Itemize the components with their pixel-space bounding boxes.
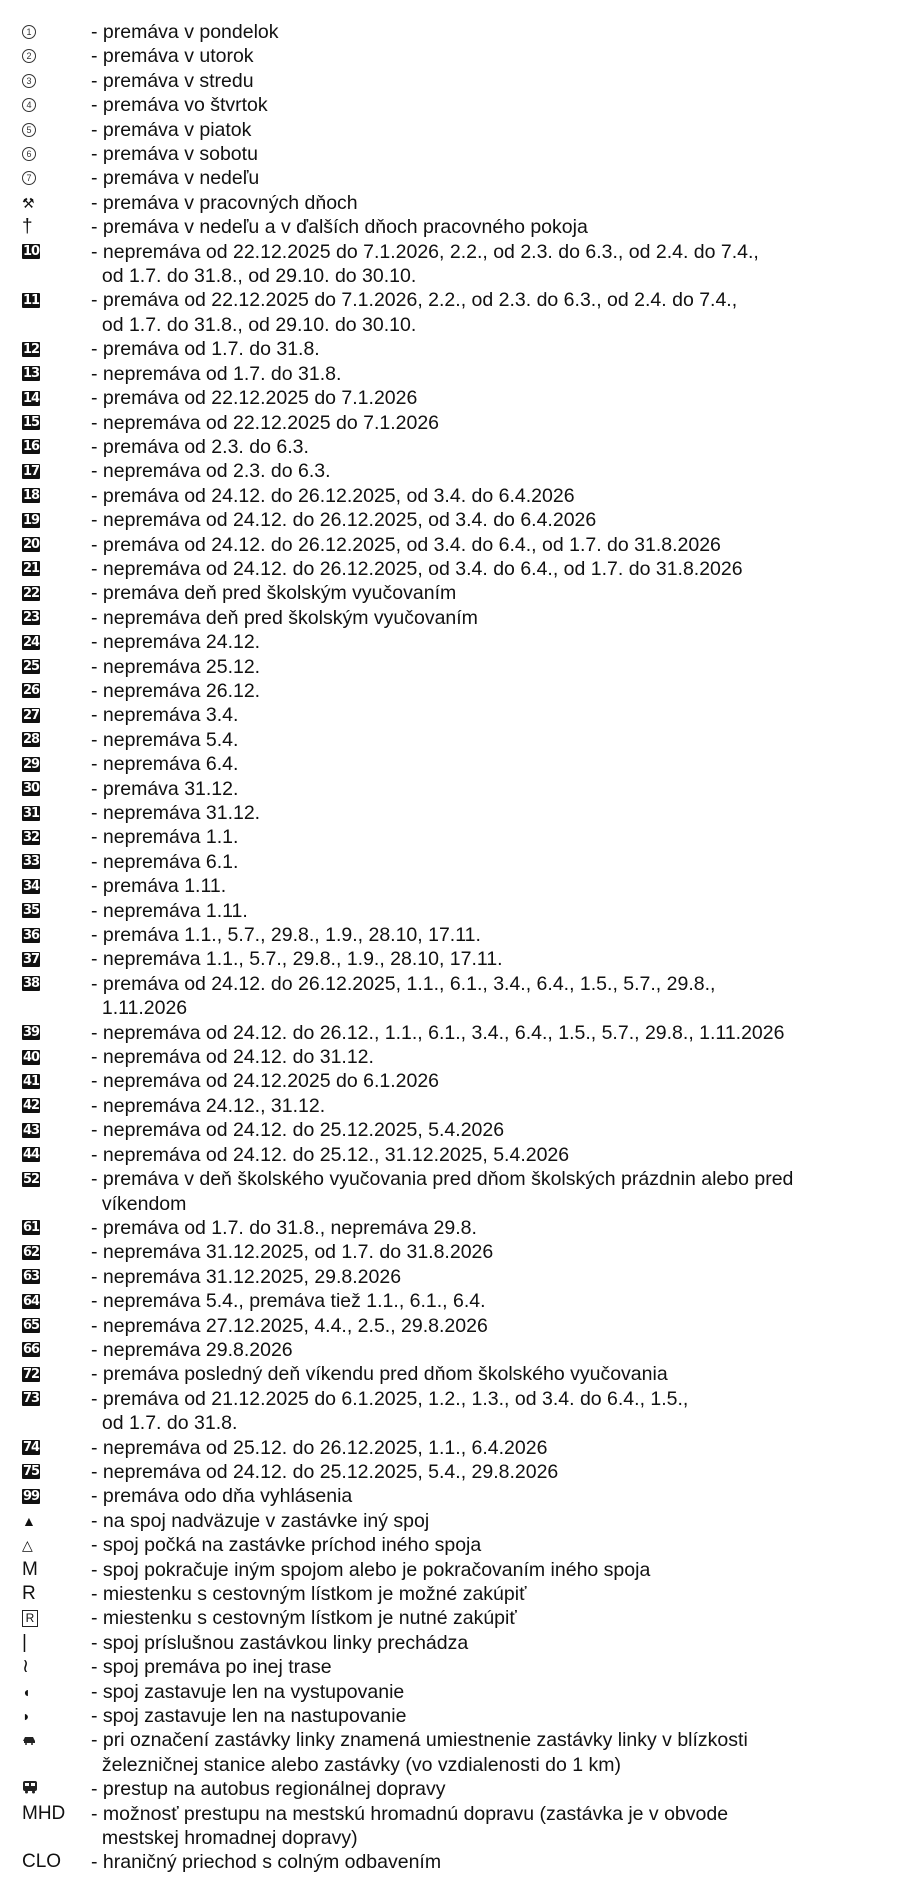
note-16-icon: 16 <box>23 439 40 455</box>
right-half-circle-icon: ◗ <box>22 1708 31 1725</box>
legend-description: - premáva 31.12. <box>91 777 239 800</box>
legend-symbol <box>22 1069 92 1093</box>
legend-row <box>0 69 900 93</box>
legend-row <box>0 362 900 386</box>
note-25-icon: 25 <box>23 659 40 675</box>
legend-symbol <box>22 1606 92 1630</box>
legend-row <box>0 1582 900 1606</box>
legend-row <box>0 435 900 459</box>
legend-symbol <box>22 1338 92 1362</box>
legend-row <box>0 1558 900 1582</box>
legend-symbol <box>22 1509 92 1533</box>
legend-row <box>0 923 900 947</box>
note-29-icon: 29 <box>23 756 40 772</box>
note-43-icon: 43 <box>23 1122 40 1138</box>
note-31-icon: 31 <box>23 805 40 821</box>
note-38-icon: 38 <box>23 976 40 992</box>
legend-row <box>0 1704 900 1728</box>
legend-symbol <box>22 459 92 483</box>
legend-symbol <box>22 850 92 874</box>
note-24-icon: 24 <box>23 634 40 650</box>
legend-symbol <box>22 630 92 654</box>
legend-description: - premáva od 22.12.2025 do 7.1.2026 <box>91 387 418 410</box>
legend-symbol <box>22 1436 92 1460</box>
note-19-icon: 19 <box>23 512 40 528</box>
note-62-icon: 62 <box>23 1244 40 1260</box>
legend-description: - premáva v sobotu <box>91 143 258 166</box>
note-52-icon: 52 <box>23 1171 40 1187</box>
note-21-icon: 21 <box>23 561 40 577</box>
legend-description: - nepremáva od 22.12.2025 do 7.1.2026, 2.2., od 2.3. do 6.3., od 2.4. do 7.4., od 1.7. do 31.8., od 29.10. do 30.10. <box>91 240 759 288</box>
legend-symbol <box>22 69 92 93</box>
legend-row <box>0 508 900 532</box>
legend-description: - nepremáva od 24.12. do 26.12.2025, od 3.4. do 6.4., od 1.7. do 31.8.2026 <box>91 557 743 580</box>
legend-symbol <box>22 44 92 68</box>
note-39-icon: 39 <box>23 1025 40 1041</box>
legend-row <box>0 1143 900 1167</box>
legend-row <box>0 899 900 923</box>
vertical-bar-icon: | <box>22 1631 27 1653</box>
legend-row <box>0 411 900 435</box>
mhd-label-icon: MHD <box>22 1802 66 1824</box>
legend-row <box>0 288 900 337</box>
legend-row <box>0 1533 900 1557</box>
legend-row <box>0 1680 900 1704</box>
legend-row <box>0 1484 900 1508</box>
legend-row <box>0 1118 900 1142</box>
legend-description: - nepremáva 31.12. <box>91 802 261 824</box>
legend-row <box>0 1289 900 1313</box>
legend-row <box>0 93 900 117</box>
note-61-icon: 61 <box>23 1220 40 1236</box>
legend-row <box>0 459 900 483</box>
note-11-icon: 11 <box>23 292 40 308</box>
bus-icon <box>22 1777 38 1801</box>
legend-description: - nepremáva od 25.12. do 26.12.2025, 1.1., 6.4.2026 <box>91 1436 548 1459</box>
legend-row <box>0 215 900 239</box>
legend-row <box>0 166 900 190</box>
legend-description: - na spoj nadväzuje v zastávke iný spoj <box>91 1509 430 1532</box>
legend-symbol <box>22 923 92 947</box>
legend-row <box>0 1240 900 1264</box>
left-half-circle-icon: ◖ <box>22 1683 31 1700</box>
legend-symbol <box>22 1167 92 1191</box>
legend-symbol <box>22 1118 92 1142</box>
legend-symbol <box>22 1582 92 1606</box>
legend-description: - premáva v piatok <box>91 118 252 141</box>
legend-symbol <box>22 728 92 752</box>
legend-description: - nepremáva 31.12.2025, od 1.7. do 31.8.2026 <box>91 1241 494 1264</box>
legend-symbol <box>22 1802 92 1826</box>
legend-symbol <box>22 972 92 996</box>
legend-row <box>0 240 900 289</box>
note-12-icon: 12 <box>23 341 40 357</box>
note-18-icon: 18 <box>23 488 40 504</box>
legend-description: - nepremáva od 24.12. do 26.12., 1.1., 6.1., 3.4., 6.4., 1.5., 5.7., 29.8., 1.11.2026 <box>91 1021 785 1044</box>
legend-row <box>0 557 900 581</box>
legend-description: - nepremáva deň pred školským vyučovaním <box>91 606 478 629</box>
r-letter-icon: R <box>22 1583 36 1604</box>
legend-description: - nepremáva 29.8.2026 <box>91 1338 293 1361</box>
legend-row <box>0 142 900 166</box>
legend-description: - spoj premáva po inej trase <box>91 1656 332 1679</box>
circled-5-icon: 5 <box>22 123 36 137</box>
legend-description: - premáva 1.11. <box>91 875 227 898</box>
legend-description: - nepremáva od 2.3. do 6.3. <box>91 460 331 483</box>
legend-symbol <box>22 142 92 166</box>
note-64-icon: 64 <box>23 1293 40 1309</box>
note-74-icon: 74 <box>23 1440 40 1456</box>
train-icon <box>22 1728 36 1752</box>
legend-row <box>0 1436 900 1460</box>
legend-row <box>0 801 900 825</box>
legend-symbol <box>22 1021 92 1045</box>
legend-row <box>0 1265 900 1289</box>
note-42-icon: 42 <box>23 1098 40 1114</box>
legend-row <box>0 1314 900 1338</box>
legend-row <box>0 1045 900 1069</box>
legend-description: - spoj zastavuje len na nastupovanie <box>91 1705 407 1728</box>
note-28-icon: 28 <box>23 732 40 748</box>
legend-description: - miestenku s cestovným lístkom je možné zakúpiť <box>91 1583 527 1605</box>
legend-symbol <box>22 801 92 825</box>
legend-description: - nepremáva od 24.12.2025 do 6.1.2026 <box>91 1070 440 1093</box>
legend-description: - nepremáva 3.4. <box>91 704 239 727</box>
legend-symbol <box>22 386 92 410</box>
legend-description: - nepremáva 24.12. <box>91 631 261 654</box>
legend-symbol <box>22 288 92 312</box>
note-27-icon: 27 <box>23 707 40 723</box>
legend-row <box>0 850 900 874</box>
note-14-icon: 14 <box>23 390 40 406</box>
legend-symbol <box>22 20 92 44</box>
legend-row <box>0 191 900 215</box>
circled-4-icon: 4 <box>22 98 36 112</box>
legend-description: - premáva od 2.3. do 6.3. <box>91 435 309 458</box>
legend-row <box>0 874 900 898</box>
legend-description: - nepremáva 6.4. <box>91 753 239 776</box>
legend-symbol <box>22 411 92 435</box>
legend-description: - spoj pokračuje iným spojom alebo je pokračovaním iného spoja <box>91 1558 651 1581</box>
note-63-icon: 63 <box>23 1269 40 1285</box>
legend-row <box>0 44 900 68</box>
legend-description: - premáva vo štvrtok <box>91 94 268 117</box>
legend-symbol <box>22 703 92 727</box>
legend-row <box>0 1387 900 1436</box>
note-32-icon: 32 <box>23 829 40 845</box>
legend-description: - pri označení zastávky linky znamená umiestnenie zastávky linky v blízkosti železničnej stanice alebo zastávky (vo vzdialenosti do 1 km) <box>91 1729 748 1776</box>
legend-description: - nepremáva 1.1. <box>91 826 239 849</box>
legend-row <box>0 1802 900 1851</box>
note-30-icon: 30 <box>23 781 40 797</box>
note-40-icon: 40 <box>23 1049 40 1065</box>
legend-description: - premáva od 24.12. do 26.12.2025, 1.1., 6.1., 3.4., 6.4., 1.5., 5.7., 29.8., 1.11.2026 <box>91 972 716 1020</box>
legend-symbol <box>22 215 92 239</box>
note-73-icon: 73 <box>23 1391 40 1407</box>
legend-description: - spoj počká na zastávke príchod iného spoja <box>91 1534 482 1557</box>
legend-symbol <box>22 655 92 679</box>
note-41-icon: 41 <box>23 1073 40 1089</box>
note-20-icon: 20 <box>23 537 40 553</box>
legend-symbol <box>22 362 92 386</box>
legend-row <box>0 1850 900 1874</box>
legend-description: - premáva v pracovných dňoch <box>91 191 358 214</box>
legend-symbol <box>22 533 92 557</box>
legend-description: - nepremáva od 24.12. do 31.12. <box>91 1046 374 1069</box>
note-22-icon: 22 <box>23 585 40 601</box>
legend-symbol <box>22 1655 92 1679</box>
legend-symbol <box>22 1314 92 1338</box>
note-26-icon: 26 <box>23 683 40 699</box>
legend-description: - premáva v stredu <box>91 69 254 92</box>
legend-row <box>0 118 900 142</box>
note-44-icon: 44 <box>23 1147 40 1163</box>
note-17-icon: 17 <box>23 463 40 479</box>
legend-symbol <box>22 777 92 801</box>
legend-description: - nepremáva od 22.12.2025 do 7.1.2026 <box>91 411 440 434</box>
note-66-icon: 66 <box>23 1342 40 1358</box>
legend-description: - nepremáva 1.11. <box>91 899 248 922</box>
legend-description: - premáva v pondelok <box>91 21 279 43</box>
note-13-icon: 13 <box>23 366 40 382</box>
legend-row <box>0 728 900 752</box>
legend-symbol <box>22 1631 92 1655</box>
legend-description: - premáva 1.1., 5.7., 29.8., 1.9., 28.10, 17.11. <box>91 924 481 947</box>
legend-description: - nepremáva 5.4., premáva tiež 1.1., 6.1., 6.4. <box>91 1290 486 1313</box>
legend-description: - miestenku s cestovným lístkom je nutné zakúpiť <box>91 1607 517 1630</box>
legend-description: - premáva v deň školského vyučovania pred dňom školských prázdnin alebo pred víkendom <box>91 1168 794 1215</box>
legend-row <box>0 947 900 971</box>
legend-symbol <box>22 1704 92 1728</box>
note-10-icon: 10 <box>23 244 40 260</box>
legend-description: - nepremáva od 24.12. do 26.12.2025, od 3.4. do 6.4.2026 <box>91 509 597 532</box>
legend-symbol <box>22 1362 92 1386</box>
hammers-icon: ⚒ <box>22 194 35 211</box>
legend-row <box>0 1021 900 1045</box>
legend-symbol <box>22 825 92 849</box>
legend-description: - nepremáva 27.12.2025, 4.4., 2.5., 29.8.2026 <box>91 1314 488 1337</box>
legend-row <box>0 1069 900 1093</box>
circled-1-icon: 1 <box>22 25 36 39</box>
legend-row <box>0 679 900 703</box>
legend-symbol <box>22 118 92 142</box>
legend-row <box>0 1167 900 1216</box>
legend-row <box>0 1094 900 1118</box>
legend-symbol <box>22 435 92 459</box>
note-34-icon: 34 <box>23 878 40 894</box>
legend-symbol <box>22 1558 92 1582</box>
legend-row <box>0 777 900 801</box>
legend-symbol <box>22 1484 92 1508</box>
legend-description: - nepremáva od 24.12. do 25.12., 31.12.2025, 5.4.2026 <box>91 1143 570 1166</box>
legend-row <box>0 1606 900 1630</box>
legend-description: - nepremáva od 24.12. do 25.12.2025, 5.4., 29.8.2026 <box>91 1460 559 1483</box>
legend-symbol <box>22 1387 92 1411</box>
legend-description: - premáva deň pred školským vyučovaním <box>91 582 457 605</box>
legend-symbol <box>22 1265 92 1289</box>
cross-icon: † <box>22 216 33 238</box>
legend-symbol <box>22 508 92 532</box>
legend-symbol <box>22 93 92 117</box>
legend-description: - nepremáva 6.1. <box>91 850 239 873</box>
legend-row <box>0 606 900 630</box>
legend-row <box>0 1362 900 1386</box>
legend-symbol <box>22 191 92 215</box>
legend-symbol <box>22 581 92 605</box>
legend-description: - premáva od 24.12. do 26.12.2025, od 3.4. do 6.4.2026 <box>91 484 575 507</box>
circled-7-icon: 7 <box>22 171 36 185</box>
boxed-r-icon: R <box>22 1610 38 1627</box>
legend-symbol <box>22 1533 92 1557</box>
legend-symbol <box>22 1045 92 1069</box>
legend-symbol <box>22 752 92 776</box>
note-65-icon: 65 <box>23 1318 40 1334</box>
legend-row <box>0 1338 900 1362</box>
note-35-icon: 35 <box>23 903 40 919</box>
note-75-icon: 75 <box>23 1464 40 1480</box>
m-letter-icon: M <box>22 1558 38 1580</box>
legend-symbol <box>22 947 92 971</box>
legend-row <box>0 484 900 508</box>
legend-symbol <box>22 1094 92 1118</box>
legend-symbol <box>22 166 92 190</box>
note-15-icon: 15 <box>23 415 40 430</box>
legend-description: - premáva odo dňa vyhlásenia <box>91 1485 353 1508</box>
legend-description: - hraničný priechod s colným odbavením <box>91 1851 442 1874</box>
legend-row <box>0 337 900 361</box>
legend-description: - nepremáva 5.4. <box>91 728 239 751</box>
legend-row <box>0 533 900 557</box>
legend-description: - premáva od 1.7. do 31.8., nepremáva 29.8. <box>91 1216 477 1239</box>
legend-description: - premáva od 22.12.2025 do 7.1.2026, 2.2., od 2.3. do 6.3., od 2.4. do 7.4., od 1.7. do 31.8., od 29.10. do 30.10. <box>91 289 738 336</box>
filled-triangle-icon: ▲ <box>22 1512 36 1529</box>
legend-symbol <box>22 1143 92 1167</box>
legend-description: - nepremáva od 24.12. do 25.12.2025, 5.4.2026 <box>91 1119 505 1142</box>
legend-description: - prestup na autobus regionálnej dopravy <box>91 1778 446 1801</box>
wavy-line-icon: ≀ <box>22 1656 30 1678</box>
legend-symbol <box>22 606 92 630</box>
legend-description: - nepremáva 31.12.2025, 29.8.2026 <box>91 1265 402 1288</box>
legend-row <box>0 1777 900 1801</box>
legend-row <box>0 1216 900 1240</box>
circled-6-icon: 6 <box>22 147 36 161</box>
legend-row <box>0 20 900 44</box>
legend-symbol <box>22 899 92 923</box>
legend-description: - spoj zastavuje len na vystupovanie <box>91 1680 405 1703</box>
legend-symbol <box>22 874 92 898</box>
legend-symbol <box>22 1240 92 1264</box>
legend-description: - spoj príslušnou zastávkou linky prechádza <box>91 1631 469 1654</box>
legend-description: - premáva posledný deň víkendu pred dňom školského vyučovania <box>91 1363 668 1386</box>
legend-description: - nepremáva 25.12. <box>91 655 261 678</box>
legend-symbol <box>22 1289 92 1313</box>
note-72-icon: 72 <box>23 1366 40 1382</box>
legend-description: - premáva od 21.12.2025 do 6.1.2025, 1.2., 1.3., od 3.4. do 6.4., 1.5., od 1.7. do 31.8. <box>91 1387 689 1435</box>
legend-symbol <box>22 1216 92 1240</box>
legend-symbol <box>22 1850 92 1874</box>
legend-description: - premáva v nedeľu a v ďalších dňoch pracovného pokoja <box>91 216 588 239</box>
legend-row <box>0 655 900 679</box>
note-36-icon: 36 <box>23 927 40 943</box>
legend-symbol <box>22 337 92 361</box>
legend-row <box>0 752 900 776</box>
legend-symbol <box>22 1460 92 1484</box>
legend-symbol <box>22 679 92 703</box>
legend-symbol <box>22 1777 92 1801</box>
legend-row <box>0 1460 900 1484</box>
legend-row <box>0 1655 900 1679</box>
legend-symbol <box>22 557 92 581</box>
legend-description: - nepremáva 24.12., 31.12. <box>91 1094 326 1117</box>
circled-2-icon: 2 <box>22 49 36 63</box>
legend-symbol <box>22 1680 92 1704</box>
note-33-icon: 33 <box>23 854 40 870</box>
legend-description: - premáva v utorok <box>91 45 254 68</box>
legend-row <box>0 1631 900 1655</box>
legend-row <box>0 1728 900 1777</box>
circled-3-icon: 3 <box>22 74 36 88</box>
legend-row <box>0 825 900 849</box>
legend-row <box>0 581 900 605</box>
clo-label-icon: CLO <box>22 1851 62 1873</box>
outline-triangle-icon: △ <box>22 1537 33 1554</box>
legend-symbol <box>22 1728 92 1752</box>
legend-description: - premáva v nedeľu <box>91 167 260 190</box>
legend-row <box>0 703 900 727</box>
legend-row <box>0 630 900 654</box>
legend-row <box>0 1509 900 1533</box>
legend-row <box>0 386 900 410</box>
legend-description: - premáva od 1.7. do 31.8. <box>91 338 320 361</box>
legend-symbol <box>22 484 92 508</box>
legend-description: - nepremáva od 1.7. do 31.8. <box>91 362 342 385</box>
legend-description: - možnosť prestupu na mestskú hromadnú dopravu (zastávka je v obvode mestskej hromadnej dopravy) <box>91 1802 729 1850</box>
note-99-icon: 99 <box>23 1488 40 1504</box>
note-37-icon: 37 <box>23 951 40 967</box>
note-23-icon: 23 <box>23 610 40 626</box>
legend-description: - nepremáva 26.12. <box>91 679 261 702</box>
legend-description: - premáva od 24.12. do 26.12.2025, od 3.4. do 6.4., od 1.7. do 31.8.2026 <box>91 533 721 556</box>
legend-row <box>0 972 900 1021</box>
legend-description: - nepremáva 1.1., 5.7., 29.8., 1.9., 28.10, 17.11. <box>91 948 503 971</box>
legend-symbol <box>22 240 92 264</box>
